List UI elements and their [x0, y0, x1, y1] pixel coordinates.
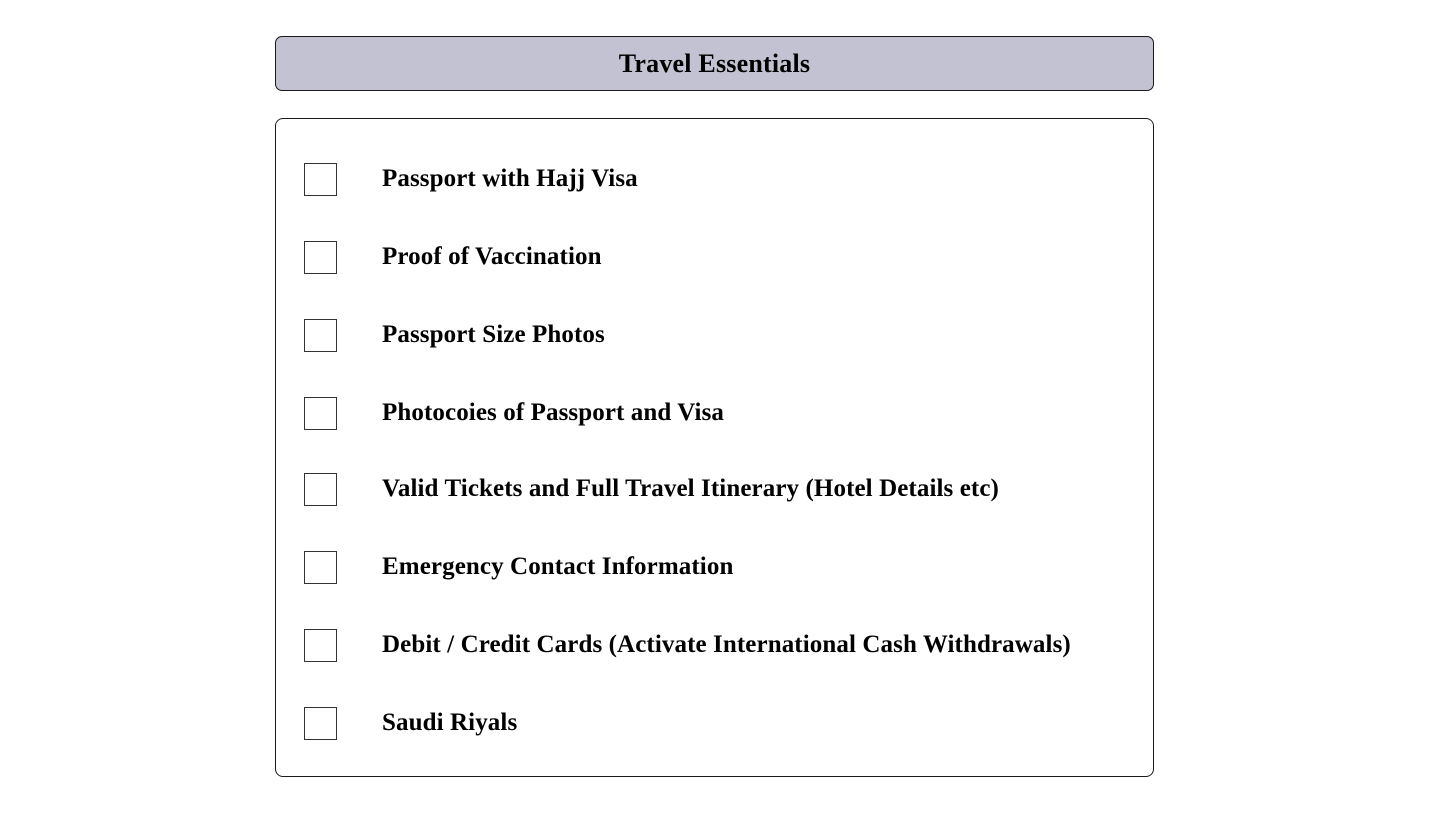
checklist-item[interactable]: [304, 471, 999, 507]
checklist-item-label: Proof of Vaccination: [382, 243, 602, 270]
checkbox[interactable]: [304, 551, 337, 584]
title-bar: [275, 36, 1154, 91]
checkbox[interactable]: [304, 629, 337, 662]
checklist-item-label: Emergency Contact Information: [382, 553, 734, 580]
checklist-item[interactable]: [304, 627, 1071, 663]
checklist-item-label: Photocoies of Passport and Visa: [382, 399, 725, 426]
checklist-item-label: Debit / Credit Cards (Activate International Cash Withdrawals): [382, 631, 1071, 658]
checklist-item[interactable]: [304, 239, 602, 275]
checklist-item[interactable]: [304, 317, 605, 353]
checklist-item-label: Passport Size Photos: [382, 321, 605, 348]
checkbox[interactable]: [304, 319, 337, 352]
checklist-item-label: Saudi Riyals: [382, 709, 518, 736]
checklist-item[interactable]: [304, 549, 733, 585]
checklist-item[interactable]: [304, 705, 517, 741]
checklist-panel: [275, 118, 1154, 777]
checklist-item-label: Valid Tickets and Full Travel Itinerary (Hotel Details etc): [382, 475, 999, 502]
checklist-item[interactable]: [304, 395, 724, 431]
checklist-item-label: Passport with Hajj Visa: [382, 165, 638, 192]
checkbox[interactable]: [304, 707, 337, 740]
checkbox[interactable]: [304, 397, 337, 430]
checklist-item[interactable]: [304, 161, 638, 197]
page-title: Travel Essentials: [618, 48, 811, 78]
checkbox[interactable]: [304, 163, 337, 196]
checkbox[interactable]: [304, 241, 337, 274]
checkbox[interactable]: [304, 473, 337, 506]
